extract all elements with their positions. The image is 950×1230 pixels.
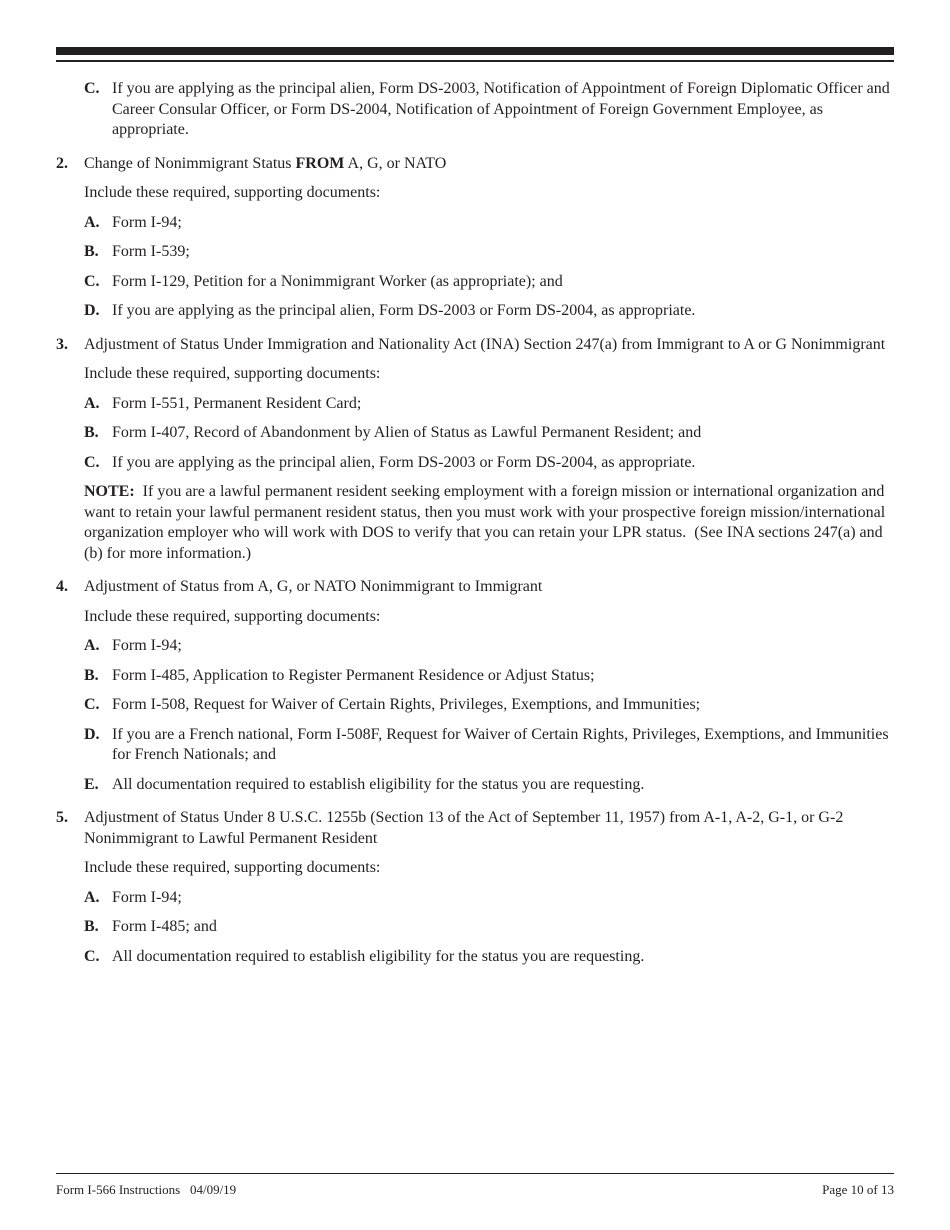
header-thick-rule: [56, 47, 894, 55]
document-body: [56, 79, 894, 976]
item-text: Form I-129, Petition for a Nonimmigrant Worker (as appropriate); and: [112, 272, 563, 290]
header-thin-rule: [56, 60, 894, 62]
footer-form-id: Form I-566 Instructions 04/09/19: [56, 1182, 237, 1197]
item-label: C.: [84, 696, 100, 713]
list-item: [56, 775, 894, 796]
item-text: Form I-94;: [112, 637, 182, 654]
list-item: [56, 947, 894, 968]
section-2-heading: [56, 154, 894, 175]
note-label: NOTE:: [84, 483, 135, 500]
heading-text: Adjustment of Status from A, G, or NATO Nonimmigrant to Immigrant: [84, 578, 543, 595]
list-item: [56, 423, 894, 444]
section-intro: Include these required, supporting documents:: [84, 607, 381, 625]
footer-rule: [56, 1173, 894, 1174]
item-text: All documentation required to establish eligibility for the status you are requesting.: [112, 947, 645, 965]
item-text: If you are applying as the principal alien, Form DS-2003, Notification of Appointment of Foreign Diplomatic Officer and Career Consular Officer, or Form DS-2004, Notification of Appointment of Foreign Government Employee, as appropriate.: [112, 80, 890, 138]
item-text: Form I-94;: [112, 213, 182, 231]
section-number: 3.: [56, 335, 68, 353]
list-item: [56, 79, 894, 141]
item-label: A.: [84, 213, 100, 231]
section-5-heading: [56, 808, 894, 849]
section-intro: Include these required, supporting documents:: [84, 859, 381, 876]
note-paragraph: [84, 482, 894, 564]
list-item: [56, 636, 894, 657]
heading-text: Adjustment of Status Under Immigration and Nationality Act (INA) Section 247(a) from Immigrant to A or G Nonimmigrant: [84, 335, 886, 353]
item-text: Form I-485; and: [112, 918, 217, 935]
section-3-heading: [56, 335, 894, 356]
item-text: If you are a French national, Form I-508F, Request for Waiver of Certain Rights, Privileges, Exemptions, and Immunities for French Nationals; and: [112, 725, 889, 763]
section-intro: Include these required, supporting documents:: [84, 365, 381, 382]
item-label: C.: [84, 947, 100, 965]
item-label: A.: [84, 637, 100, 654]
section-number: 5.: [56, 809, 68, 826]
item-label: C.: [84, 453, 100, 471]
list-item: [56, 242, 894, 263]
list-item: [56, 213, 894, 234]
item-label: B.: [84, 243, 99, 260]
item-label: B.: [84, 666, 99, 684]
item-label: A.: [84, 394, 100, 412]
section-4-heading: [56, 577, 894, 598]
item-label: C.: [84, 80, 100, 97]
heading-text: Adjustment of Status Under 8 U.S.C. 1255b (Section 13 of the Act of September 11, 1957) from A-1, A-2, G-1, or G-2 Nonimmigrant to Lawful Permanent Resident: [84, 809, 844, 847]
list-item: [56, 394, 894, 415]
list-item: [56, 888, 894, 909]
heading-bold-text: FROM: [295, 154, 345, 172]
list-item: [56, 453, 894, 474]
item-text: If you are applying as the principal alien, Form DS-2003 or Form DS-2004, as appropriate.: [112, 453, 696, 471]
footer-page-number: Page 10 of 13: [822, 1182, 894, 1197]
item-label: E.: [84, 775, 99, 793]
item-text: Form I-551, Permanent Resident Card;: [112, 394, 362, 412]
item-text: Form I-94;: [112, 888, 182, 906]
item-label: D.: [84, 725, 100, 743]
item-text: Form I-508, Request for Waiver of Certain Rights, Privileges, Exemptions, and Immunities;: [112, 696, 701, 713]
item-label: B.: [84, 424, 99, 441]
section-intro: Include these required, supporting documents:: [84, 184, 381, 201]
item-text: All documentation required to establish eligibility for the status you are requesting.: [112, 775, 645, 793]
list-item: [56, 272, 894, 293]
note-text: If you are a lawful permanent resident seeking employment with a foreign mission or international organization and want to retain your lawful permanent resident status, then you must work with your prospective foreign mission/international organization employer who will work with DOS to verify that you can retain your LPR status. (See INA sections 247(a) and (b) for more information.): [84, 483, 890, 562]
list-item: [56, 695, 894, 716]
item-label: D.: [84, 302, 100, 319]
list-item: [56, 725, 894, 766]
section-number: 2.: [56, 154, 68, 172]
item-text: Form I-485, Application to Register Permanent Residence or Adjust Status;: [112, 666, 595, 684]
heading-text: Change of Nonimmigrant Status: [84, 154, 296, 172]
item-text: Form I-539;: [112, 243, 190, 260]
item-text: Form I-407, Record of Abandonment by Alien of Status as Lawful Permanent Resident; and: [112, 424, 702, 441]
item-label: B.: [84, 918, 99, 935]
list-item: [56, 917, 894, 938]
list-item: [56, 301, 894, 322]
section-number: 4.: [56, 578, 68, 595]
item-text: If you are applying as the principal alien, Form DS-2003 or Form DS-2004, as appropriate.: [112, 302, 696, 319]
item-label: A.: [84, 888, 100, 906]
list-item: [56, 666, 894, 687]
heading-text-suffix: A, G, or NATO: [344, 154, 447, 172]
item-label: C.: [84, 272, 100, 290]
